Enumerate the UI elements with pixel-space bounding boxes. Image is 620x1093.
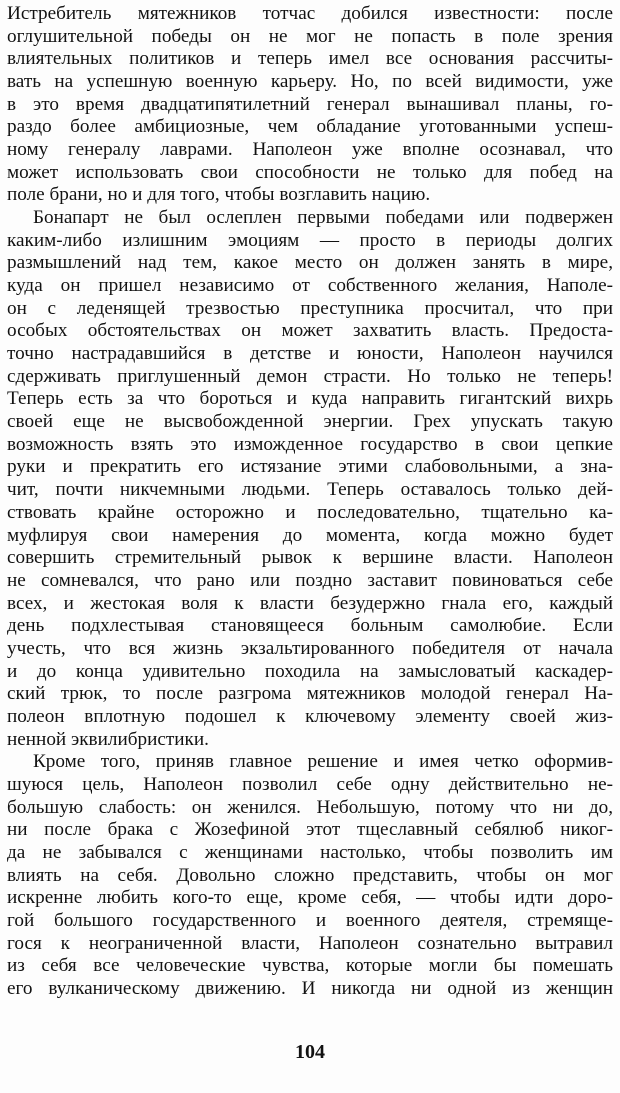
text-line: искренне любить кого-то еще, кроме себя, — чтобы идти доро- (7, 887, 613, 909)
text-line: размышлений над тем, какое место он должен занять в мире, (7, 252, 613, 274)
text-line: поле брани, но и для того, чтобы возглавить нацию. (7, 184, 431, 206)
text-line: возможность взять это изможденное государство в свои цепкие (7, 433, 613, 455)
text-line: ни после брака с Жозефиной этот тщеславный себялюб никог- (7, 819, 613, 841)
text-line: руки и прекратить его истязание этими слабовольными, а зна- (7, 456, 613, 478)
text-line: ному генералу лаврами. Наполеон уже вполне осознавал, что (7, 139, 613, 161)
text-line: может использовать свои способности не только для побед на (7, 161, 613, 183)
text-line: своей еще не высвобожденной энергии. Грех упускать такую (7, 411, 613, 433)
text-line: большую слабость: он женился. Небольшую, потому что ни до, (7, 796, 613, 818)
text-line: Теперь есть за что бороться и куда направить гигантский вихрь (7, 388, 613, 410)
page-number: 104 (295, 1041, 325, 1063)
text-line: Истребитель мятежников тотчас добился известности: после (7, 3, 613, 24)
text-line: из себя все человеческие чувства, которые могли бы помешать (7, 955, 613, 977)
text-line: муфлируя свои намерения до момента, когда можно будет (7, 524, 613, 546)
text-line: он с леденящей трезвостью преступника просчитал, что при (7, 297, 613, 319)
text-line: оглушительной победы он не мог не попасть в поле зрения (7, 25, 613, 47)
text-line: каким-либо излишним эмоциям — просто в периоды долгих (7, 229, 613, 251)
text-line: и до конца удивительно походила на замысловатый каскадер- (7, 660, 613, 682)
text-line: точно настрадавшийся в детстве и юности, Наполеон научился (7, 343, 613, 365)
text-line: совершить стремительный рывок к вершине власти. Наполеон (7, 547, 613, 569)
text-line: день подхлестывая становящееся больным самолюбие. Если (7, 615, 613, 637)
text-line: гой большого государственного и военного деятеля, стремяще- (7, 909, 613, 931)
text-line: в это время двадцатипятилетний генерал вынашивал планы, го- (7, 93, 613, 115)
text-line: всех, и жестокая воля к власти безудержно гнала его, каждый (7, 592, 613, 614)
text-line: чит, почти никчемными людьми. Теперь оставалось только дей- (7, 479, 613, 501)
text-line: вать на успешную военную карьеру. Но, по всей видимости, уже (7, 71, 613, 93)
text-line: ствовать крайне осторожно и последовательно, тщательно ка- (7, 501, 613, 523)
paragraph-start-line: Кроме того, приняв главное решение и имея четко оформив- (33, 751, 613, 773)
text-line: полеон вплотную подошел к ключевому элементу своей жиз- (7, 705, 613, 727)
text-line: влиятельных политиков и теперь имел все основания рассчиты- (7, 48, 613, 70)
text-line: раздо более амбициозные, чем обладание уготованными успеш- (7, 116, 613, 138)
text-line: шуюся цель, Наполеон позволил себе одну действительно не- (7, 773, 613, 795)
paragraph-start-line: Бонапарт не был ослеплен первыми победами или подвержен (33, 207, 613, 229)
text-line: особых обстоятельствах он может захватить власть. Предоста- (7, 320, 613, 342)
text-line: ский трюк, то после разгрома мятежников молодой генерал На- (7, 683, 613, 705)
text-line: да не забывался с женщинами настолько, чтобы позволить им (7, 841, 613, 863)
text-line: влиять на себя. Довольно сложно представить, чтобы он мог (7, 864, 613, 886)
text-line: учесть, что вся жизнь экзальтированного победителя от начала (7, 637, 613, 659)
text-line: не сомневался, что рано или поздно заставит повиноваться себе (7, 569, 613, 591)
text-line: ненной эквилибристики. (7, 728, 209, 750)
text-line: сдерживать приглушенный демон страсти. Но только не теперь! (7, 365, 613, 387)
text-line: гося к неограниченной власти, Наполеон сознательно вытравил (7, 932, 613, 954)
text-line: куда он пришел независимо от собственного желания, Наполе- (7, 275, 613, 297)
text-line: его вулканическому движению. И никогда ни одной из женщин (7, 978, 613, 999)
